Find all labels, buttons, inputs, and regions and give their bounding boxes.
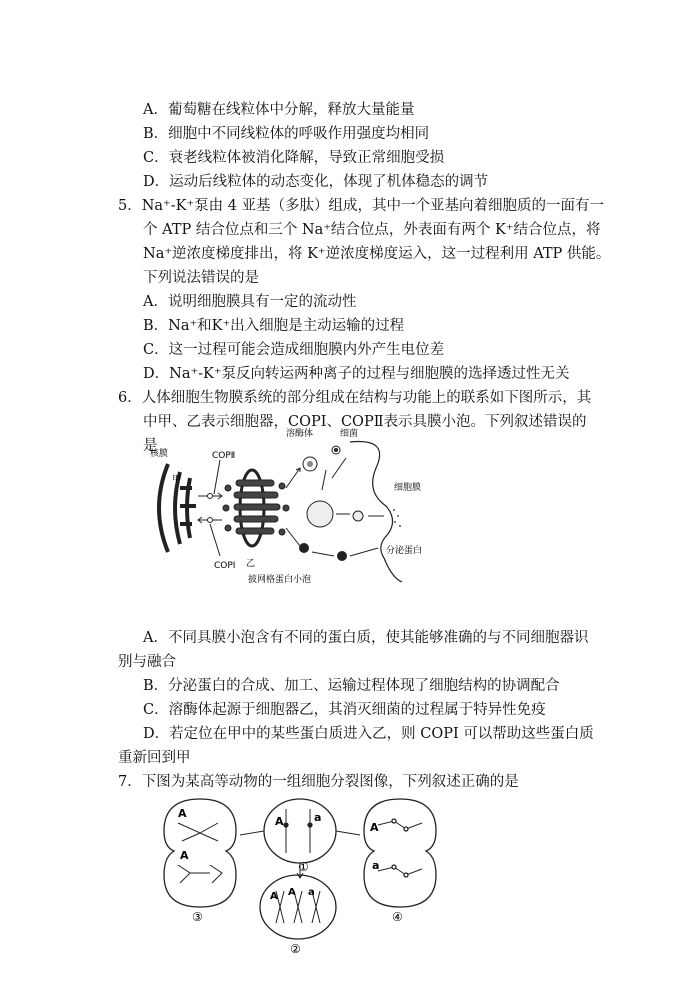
q6-option-a-cont: 别与融合 <box>118 654 176 670</box>
q6-stem-line-1: 6．人体细胞生物膜系统的部分组成在结构与功能上的联系如下图所示，其 <box>118 390 592 406</box>
q5-option-a: A．说明细胞膜具有一定的流动性 <box>143 294 357 310</box>
svg-text:A: A <box>178 807 187 820</box>
label-clathrin-vesicle: 披网格蛋白小泡 <box>248 575 312 585</box>
label-n2: ② <box>290 942 301 955</box>
q5-option-b: B．Na⁺和K⁺出入细胞是主动运输的过程 <box>143 318 405 334</box>
label-nuclear-membrane: 核膜 <box>150 449 169 459</box>
q5-stem-line-2: 个 ATP 结合位点和三个 Na⁺结合位点，外表面有两个 K⁺结合位点，将 <box>143 222 601 238</box>
cell-division-diagram <box>160 795 450 955</box>
svg-text:a: a <box>308 887 315 898</box>
cell-2 <box>260 875 336 939</box>
clathrin-vesicle-1 <box>299 543 309 553</box>
q5-stem-line-4: 下列说法错误的是 <box>143 270 259 286</box>
cell-1 <box>264 799 336 863</box>
q4-option-b: B．细胞中不同线粒体的呼吸作用强度均相同 <box>143 126 430 142</box>
q7-stem: 7．下图为某高等动物的一组细胞分裂图像，下列叙述正确的是 <box>118 774 519 790</box>
q6-option-b: B．分泌蛋白的合成、加工、运输过程体现了细胞结构的协调配合 <box>143 678 560 694</box>
q6-stem-line-3: 是 <box>143 438 158 454</box>
secretion-dots <box>393 509 401 527</box>
copI-vesicle <box>208 518 213 523</box>
clathrin-vesicle-2 <box>337 551 347 561</box>
label-cell-membrane: 细胞膜 <box>394 483 422 493</box>
q4-option-d: D．运动后线粒体的动态变化，体现了机体稳态的调节 <box>143 174 489 190</box>
label-n1: ① <box>298 860 309 874</box>
svg-text:A: A <box>270 891 278 902</box>
q6-option-a: A．不同具膜小泡含有不同的蛋白质，使其能够准确的与不同细胞器识 <box>143 630 589 646</box>
svg-text:A: A <box>275 815 284 828</box>
q5-stem-line-1: 5．Na⁺-K⁺泵由 4 亚基（多肽）组成，其中一个亚基向着细胞质的一面有一 <box>118 198 605 214</box>
phagolysosome <box>307 501 333 527</box>
label-secretory-protein: 分泌蛋白 <box>386 546 423 556</box>
label-copII: COPⅡ <box>212 451 236 461</box>
q6-option-c: C．溶酶体起源于细胞器乙，其消灭细菌的过程属于特异性免疫 <box>143 702 546 718</box>
q6-stem-line-2: 中甲、乙表示细胞器，COPⅠ、COPⅡ表示具膜小泡。下列叙述错误的 <box>143 414 587 430</box>
cell-4 <box>364 799 436 907</box>
svg-text:A: A <box>180 849 189 862</box>
q6-option-d-cont: 重新回到甲 <box>118 750 191 766</box>
label-jia: 甲 <box>172 475 182 485</box>
svg-text:A: A <box>288 887 296 898</box>
q5-option-c: C．这一过程可能会造成细胞膜内外产生电位差 <box>143 342 445 358</box>
q6-option-d: D．若定位在甲中的某些蛋白质进入乙，则 COPI 可以帮助这些蛋白质 <box>143 726 594 742</box>
cell-3 <box>164 799 236 907</box>
golgi-apparatus <box>223 470 289 546</box>
q4-option-a: A．葡萄糖在线粒体中分解，释放大量能量 <box>143 102 415 118</box>
label-n4: ④ <box>392 910 403 924</box>
q5-stem-line-3: Na⁺逆浓度梯度排出，将 K⁺逆浓度梯度运入，这一过程利用 ATP 供能。 <box>143 246 611 262</box>
svg-text:a: a <box>372 859 380 872</box>
svg-text:a: a <box>314 811 322 824</box>
membrane-system-diagram <box>140 428 440 590</box>
label-lysosome: 溶酶体 <box>286 429 314 439</box>
label-bacteria: 细菌 <box>340 429 359 439</box>
svg-text:A: A <box>370 821 379 834</box>
label-yi: 乙 <box>246 559 256 569</box>
label-n3: ③ <box>192 910 203 924</box>
q4-option-c: C．衰老线粒体被消化降解，导致正常细胞受损 <box>143 150 445 166</box>
vesicle-arrows <box>198 460 222 556</box>
copII-vesicle <box>208 494 213 499</box>
label-copI: COPⅠ <box>214 561 236 571</box>
q5-option-d: D．Na⁺-K⁺泵反向转运两种离子的过程与细胞膜的选择透过性无关 <box>143 366 570 382</box>
